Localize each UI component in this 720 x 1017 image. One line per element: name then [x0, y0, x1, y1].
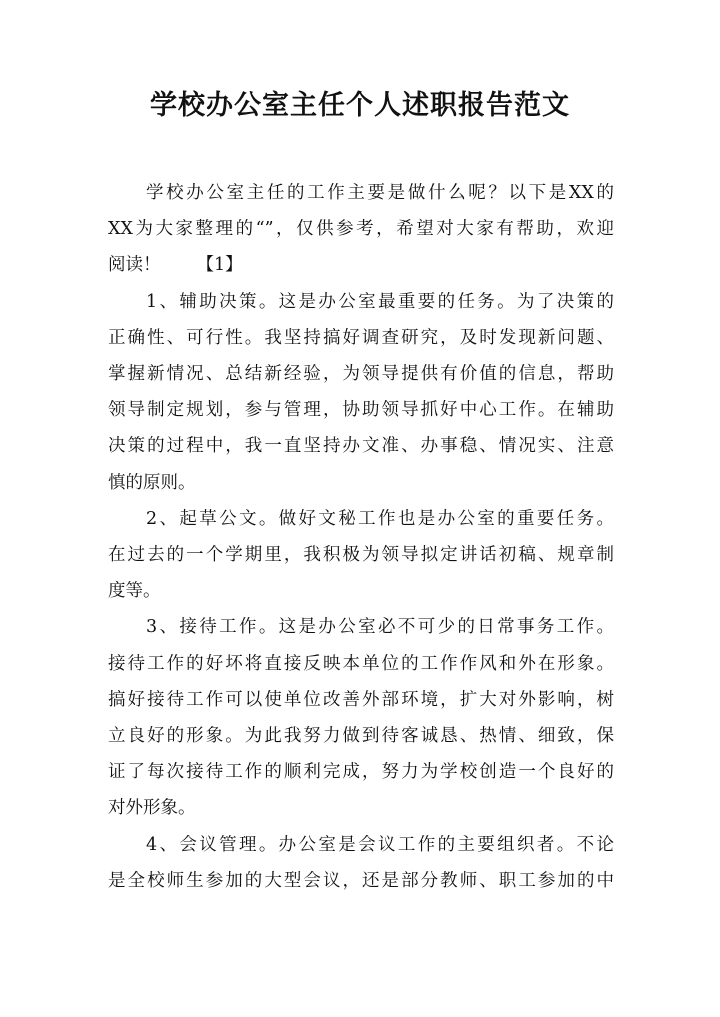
text-line: 证了每次接待工作的顺利完成，努力为学校创造一个良好的 [108, 762, 614, 783]
text-line: 1、辅助决策。这是办公室最重要的任务。为了决策的 [146, 291, 614, 312]
document-body [108, 175, 614, 899]
text-line: 对外形象。 [108, 798, 196, 819]
text-line: 度等。 [108, 581, 161, 602]
paragraph-reception [108, 609, 614, 826]
text-line: 4、会议管理。办公室是会议工作的主要组织者。不论 [146, 834, 614, 855]
reference-marker: 【1】 [196, 255, 243, 276]
text-line: 掌握新情况、总结新经验，为领导提供有价值的信息，帮助 [108, 364, 614, 385]
text-line: 正确性、可行性。我坚持搞好调查研究，及时发现新问题、 [108, 327, 614, 348]
text-line: 3、接待工作。这是办公室必不可少的日常事务工作。 [146, 617, 614, 638]
text-line: 立良好的形象。为此我努力做到待客诚恳、热情、细致，保 [108, 726, 614, 747]
paragraph-drafting [108, 501, 614, 610]
text-line [108, 247, 614, 283]
paragraph-meetings [108, 827, 614, 899]
text-fragment: 阅读！ [108, 255, 161, 276]
document-title: 学校办公室主任个人述职报告范文 [150, 90, 570, 121]
text-line: 接待工作的好坏将直接反映本单位的工作作风和外在形象。 [108, 653, 614, 674]
text-line: 决策的过程中，我一直坚持办文准、办事稳、情况实、注意 [108, 436, 614, 457]
text-line: 是全校师生参加的大型会议，还是部分教师、职工参加的中 [108, 870, 614, 891]
text-line: XX为大家整理的“”，仅供参考，希望对大家有帮助，欢迎 [108, 219, 614, 240]
paragraph-intro [108, 175, 614, 284]
paragraph-decision-support [108, 284, 614, 501]
text-line: 搞好接待工作可以使单位改善外部环境，扩大对外影响，树 [108, 689, 614, 710]
text-line: 2、起草公文。做好文秘工作也是办公室的重要任务。 [146, 508, 614, 529]
text-line: 学校办公室主任的工作主要是做什么呢？以下是XX的 [146, 183, 614, 203]
text-line: 领导制定规划，参与管理，协助领导抓好中心工作。在辅助 [108, 400, 614, 421]
text-line: 慎的原则。 [108, 472, 196, 493]
text-line: 在过去的一个学期里，我积极为领导拟定讲话初稿、规章制 [108, 545, 614, 566]
